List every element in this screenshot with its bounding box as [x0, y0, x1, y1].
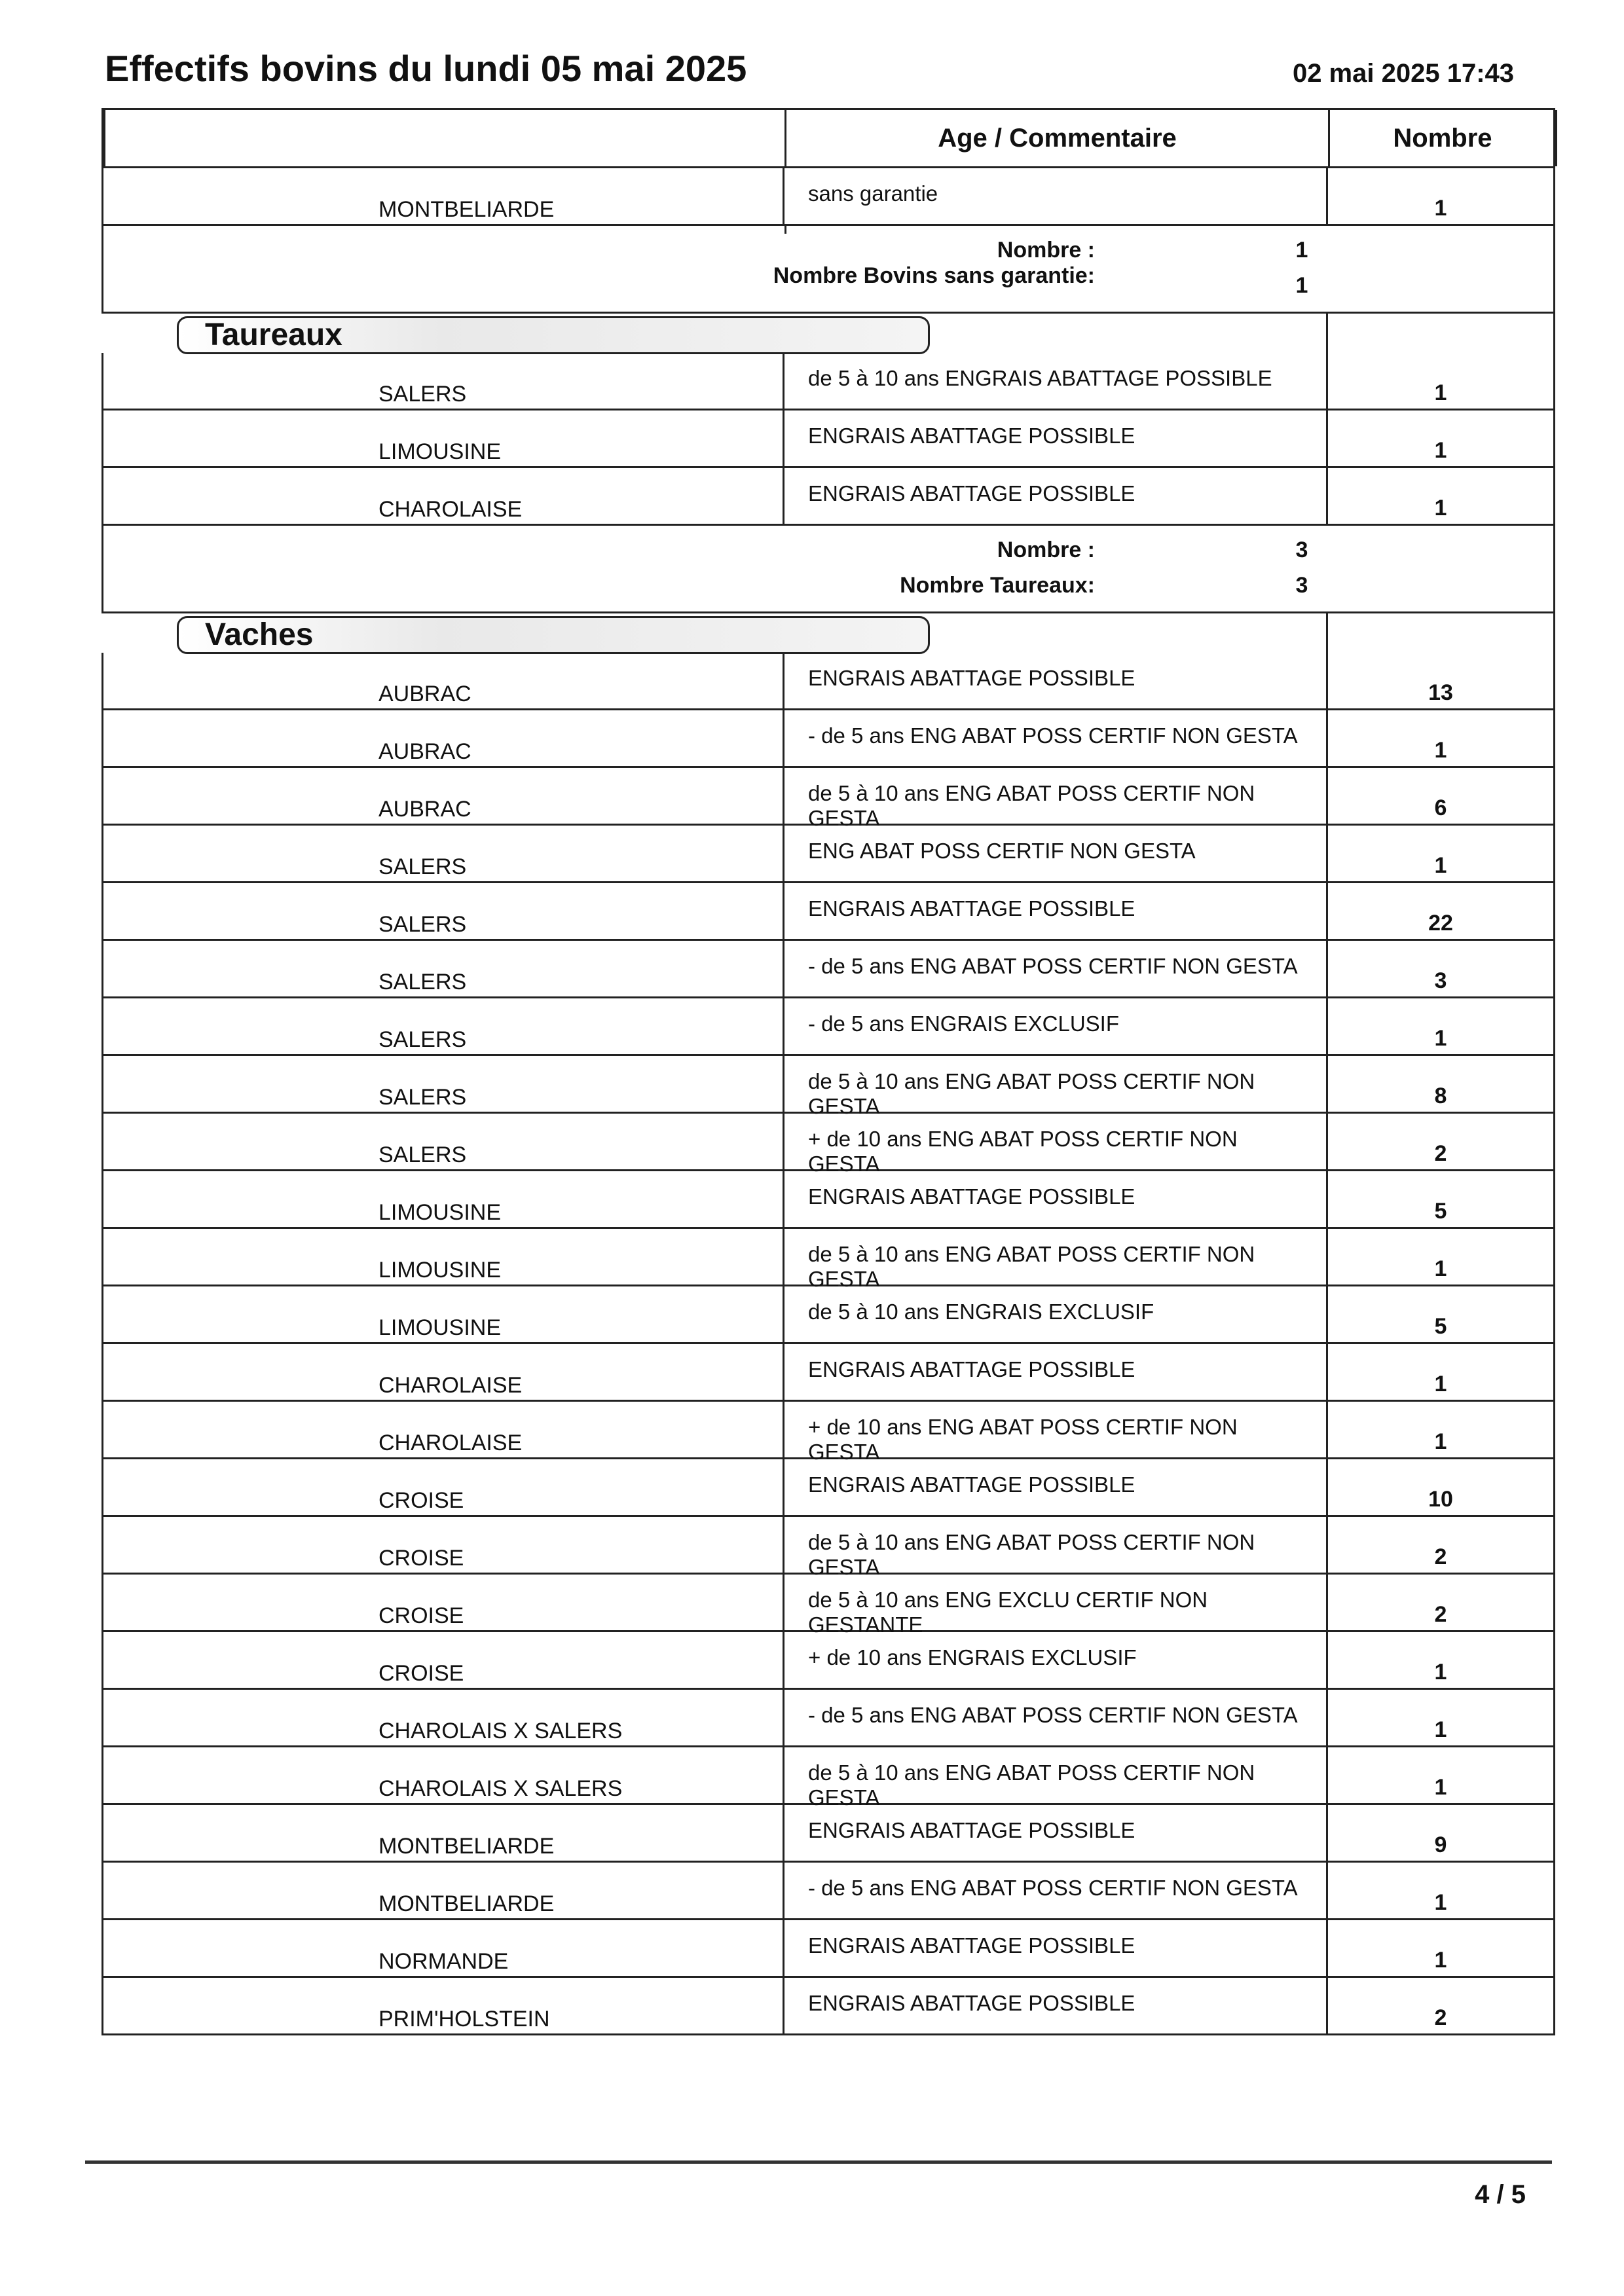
breed-cell [101, 1229, 783, 1285]
count-text: 1 [1434, 1717, 1447, 1742]
header-count: Nombre [1328, 110, 1557, 166]
breed-text: CROISE [378, 1603, 464, 1628]
breed-cell [101, 1575, 783, 1630]
comment-cell [783, 768, 1326, 830]
comment-cell [783, 1632, 1326, 1688]
page-number: 4 / 5 [1475, 2180, 1526, 2209]
table-row [101, 1978, 1555, 2035]
breed-text: CHAROLAIS X SALERS [378, 1776, 623, 1801]
table-row [101, 353, 1555, 410]
count-text: 1 [1434, 853, 1447, 878]
table-row [101, 1805, 1555, 1863]
comment-cell [783, 941, 1326, 996]
summary-taureaux [101, 526, 1555, 613]
comment-cell [783, 883, 1326, 939]
count-text: 6 [1434, 795, 1447, 820]
table-row [101, 1632, 1555, 1690]
count-cell [1326, 826, 1555, 881]
breed-text: SALERS [378, 1027, 467, 1052]
breed-text: SALERS [378, 912, 467, 937]
breed-cell [101, 941, 783, 996]
group-vaches [101, 653, 1555, 2035]
breed-text: SALERS [378, 382, 467, 407]
table-row [101, 653, 1555, 710]
comment-text: ENGRAIS ABATTAGE POSSIBLE [808, 1933, 1135, 1958]
table-row [101, 1056, 1555, 1118]
breed-text: CROISE [378, 1546, 464, 1571]
comment-cell [783, 1171, 1326, 1227]
comment-text: - de 5 ans ENG ABAT POSS CERTIF NON GESTA [808, 1703, 1298, 1727]
count-cell [1326, 768, 1555, 824]
breed-cell [101, 168, 783, 224]
count-text: 3 [1434, 968, 1447, 993]
table-row [101, 410, 1555, 468]
comment-cell [783, 710, 1326, 766]
breed-cell [101, 1114, 783, 1169]
breed-cell [101, 1459, 783, 1515]
table-row [101, 768, 1555, 830]
breed-text: CHAROLAISE [378, 497, 523, 522]
count-text: 1 [1434, 738, 1447, 763]
breed-cell [101, 883, 783, 939]
comment-cell [783, 168, 1326, 224]
comment-text: de 5 à 10 ans ENG ABAT POSS CERTIF NON GESTA [808, 1069, 1255, 1118]
comment-cell [783, 410, 1326, 466]
table-row [101, 883, 1555, 941]
breed-text: NORMANDE [378, 1949, 509, 1974]
breed-cell [101, 353, 783, 409]
count-text: 1 [1434, 1026, 1447, 1051]
footer-divider [85, 2160, 1552, 2164]
count-cell [1326, 1459, 1555, 1515]
comment-text: ENGRAIS ABATTAGE POSSIBLE [808, 1818, 1135, 1842]
count-text: 1 [1434, 1372, 1447, 1396]
breed-text: AUBRAC [378, 682, 471, 706]
count-text: 2 [1434, 1141, 1447, 1166]
comment-cell [783, 1229, 1326, 1291]
count-cell [1326, 1632, 1555, 1688]
summary-unclassified [101, 226, 1555, 314]
count-cell [1326, 1402, 1555, 1457]
summary-label: Nombre Taureaux: [900, 573, 1095, 598]
breed-cell [101, 1632, 783, 1688]
comment-cell [783, 1344, 1326, 1400]
breed-cell [101, 1056, 783, 1112]
comment-text: ENGRAIS ABATTAGE POSSIBLE [808, 1472, 1135, 1497]
count-text: 2 [1434, 1602, 1447, 1627]
breed-text: SALERS [378, 1085, 467, 1110]
breed-text: AUBRAC [378, 739, 471, 764]
breed-text: MONTBELIARDE [378, 1834, 555, 1859]
count-text: 22 [1428, 911, 1453, 936]
comment-text: de 5 à 10 ans ENG ABAT POSS CERTIF NON GESTA [808, 1760, 1255, 1810]
summary-label: Nombre : [997, 538, 1095, 562]
breed-cell [101, 1344, 783, 1400]
count-cell [1326, 1517, 1555, 1573]
summary-label: Nombre : [997, 238, 1095, 263]
breed-text: SALERS [378, 970, 467, 994]
breed-cell [101, 1805, 783, 1861]
table-row [101, 1747, 1555, 1810]
comment-text: + de 10 ans ENG ABAT POSS CERTIF NON GESTA [808, 1415, 1238, 1464]
count-cell [1326, 1747, 1555, 1803]
breed-cell [101, 1863, 783, 1918]
count-cell [1326, 1690, 1555, 1745]
count-text: 1 [1434, 1948, 1447, 1973]
comment-cell [783, 1747, 1326, 1810]
count-text: 1 [1434, 380, 1447, 405]
breed-cell [101, 1690, 783, 1745]
table-row [101, 998, 1555, 1056]
count-text: 13 [1428, 680, 1453, 705]
table-row [101, 826, 1555, 883]
comment-text: de 5 à 10 ans ENG ABAT POSS CERTIF NON GESTA [808, 1530, 1255, 1579]
comment-cell [783, 1978, 1326, 2033]
comment-cell [783, 998, 1326, 1054]
count-cell [1326, 941, 1555, 996]
table-row [101, 1286, 1555, 1344]
breed-cell [101, 1402, 783, 1457]
breed-text: LIMOUSINE [378, 439, 502, 464]
breed-cell [101, 468, 783, 524]
comment-cell [783, 1114, 1326, 1176]
comment-text: de 5 à 10 ans ENG EXCLU CERTIF NON GESTANTE [808, 1588, 1208, 1637]
count-text: 1 [1434, 1890, 1447, 1915]
breed-cell [101, 1747, 783, 1803]
count-cell [1326, 1286, 1555, 1342]
comment-text: de 5 à 10 ans ENG ABAT POSS CERTIF NON GESTA [808, 1242, 1255, 1291]
count-text: 1 [1434, 1256, 1447, 1281]
breed-text: AUBRAC [378, 797, 471, 822]
section-title-vaches: Vaches [177, 616, 930, 654]
breed-text: CROISE [378, 1661, 464, 1686]
table-row [101, 1920, 1555, 1978]
breed-text: LIMOUSINE [378, 1200, 502, 1225]
comment-text: de 5 à 10 ans ENGRAIS EXCLUSIF [808, 1300, 1154, 1324]
header-age: Age / Commentaire [784, 110, 1328, 166]
table-row [101, 1690, 1555, 1747]
count-cell [1326, 1114, 1555, 1169]
page-title: Effectifs bovins du lundi 05 mai 2025 [105, 48, 747, 89]
breed-text: CHAROLAISE [378, 1430, 523, 1455]
comment-cell [783, 826, 1326, 881]
comment-text: - de 5 ans ENG ABAT POSS CERTIF NON GESTA [808, 723, 1298, 748]
table-row [101, 1863, 1555, 1920]
comment-cell [783, 353, 1326, 409]
breed-cell [101, 410, 783, 466]
table-row [101, 468, 1555, 526]
breed-text: CHAROLAISE [378, 1373, 523, 1398]
group-taureaux [101, 353, 1555, 526]
breed-text: LIMOUSINE [378, 1315, 502, 1340]
comment-text: - de 5 ans ENG ABAT POSS CERTIF NON GESTA [808, 1876, 1298, 1900]
count-text: 1 [1434, 438, 1447, 463]
breed-cell [101, 1171, 783, 1227]
count-cell [1326, 410, 1555, 466]
comment-cell [783, 1459, 1326, 1515]
count-cell [1326, 1863, 1555, 1918]
count-text: 1 [1434, 1660, 1447, 1685]
comment-cell [783, 1517, 1326, 1579]
count-cell [1326, 1575, 1555, 1630]
breed-cell [101, 710, 783, 766]
count-text: 1 [1434, 496, 1447, 520]
count-cell [1326, 653, 1555, 708]
count-text: 8 [1434, 1084, 1447, 1108]
count-cell [1326, 1171, 1555, 1227]
comment-text: - de 5 ans ENGRAIS EXCLUSIF [808, 1011, 1120, 1036]
header-breed-cell [103, 110, 784, 166]
count-text: 9 [1434, 1832, 1447, 1857]
comment-cell [783, 1920, 1326, 1976]
breed-text: CROISE [378, 1488, 464, 1513]
section-vaches [101, 613, 1555, 653]
summary-label: Nombre Bovins sans garantie: [773, 263, 1095, 288]
breed-cell [101, 768, 783, 824]
count-cell [1326, 353, 1555, 409]
count-cell [1326, 1229, 1555, 1285]
count-text: 1 [1434, 1429, 1447, 1454]
comment-text: ENG ABAT POSS CERTIF NON GESTA [808, 839, 1196, 863]
count-cell [1326, 1344, 1555, 1400]
table-row [101, 710, 1555, 768]
breed-cell [101, 1920, 783, 1976]
comment-text: ENGRAIS ABATTAGE POSSIBLE [808, 1184, 1135, 1209]
count-cell [1326, 1978, 1555, 2033]
table-row [101, 941, 1555, 998]
count-cell [1326, 710, 1555, 766]
comment-cell [783, 1286, 1326, 1342]
table-row [101, 1575, 1555, 1637]
comment-text: - de 5 ans ENG ABAT POSS CERTIF NON GESTA [808, 954, 1298, 978]
comment-cell [783, 1575, 1326, 1637]
breed-text: CHAROLAIS X SALERS [378, 1719, 623, 1743]
breed-text: PRIM'HOLSTEIN [378, 2007, 550, 2032]
comment-text: ENGRAIS ABATTAGE POSSIBLE [808, 666, 1135, 690]
count-text: 1 [1434, 1775, 1447, 1800]
summary-value: 3 [1295, 573, 1308, 598]
comment-cell [783, 1402, 1326, 1464]
section-taureaux [101, 314, 1555, 353]
table-row [101, 1402, 1555, 1464]
count-cell [1326, 168, 1555, 224]
breed-cell [101, 1286, 783, 1342]
summary-value: 1 [1295, 238, 1308, 263]
comment-text: + de 10 ans ENG ABAT POSS CERTIF NON GESTA [808, 1127, 1238, 1176]
count-cell [1326, 1920, 1555, 1976]
livestock-table [101, 108, 1555, 2035]
breed-text: LIMOUSINE [378, 1258, 502, 1283]
print-date: 02 mai 2025 17:43 [1292, 59, 1514, 88]
table-row [101, 1171, 1555, 1229]
count-cell [1326, 1056, 1555, 1112]
comment-text: ENGRAIS ABATTAGE POSSIBLE [808, 896, 1135, 920]
comment-text: de 5 à 10 ans ENG ABAT POSS CERTIF NON GESTA [808, 781, 1255, 830]
comment-cell [783, 1690, 1326, 1745]
count-cell [1326, 998, 1555, 1054]
count-text: 1 [1434, 196, 1447, 221]
breed-text: SALERS [378, 854, 467, 879]
section-title-taureaux: Taureaux [177, 316, 930, 354]
table-row [101, 168, 1555, 226]
count-text: 5 [1434, 1314, 1447, 1339]
comment-cell [783, 653, 1326, 708]
breed-cell [101, 1517, 783, 1573]
group-unclassified [101, 168, 1555, 226]
breed-text: SALERS [378, 1142, 467, 1167]
breed-text: MONTBELIARDE [378, 1891, 555, 1916]
count-cell [1326, 883, 1555, 939]
count-text: 5 [1434, 1199, 1447, 1224]
breed-cell [101, 653, 783, 708]
comment-text: ENGRAIS ABATTAGE POSSIBLE [808, 1357, 1135, 1381]
comment-text: ENGRAIS ABATTAGE POSSIBLE [808, 1991, 1135, 2015]
count-cell [1326, 468, 1555, 524]
table-header [101, 108, 1555, 168]
count-text: 2 [1434, 2005, 1447, 2030]
summary-value: 1 [1295, 273, 1308, 298]
comment-text: ENGRAIS ABATTAGE POSSIBLE [808, 481, 1135, 505]
comment-text: + de 10 ans ENGRAIS EXCLUSIF [808, 1645, 1137, 1669]
table-row [101, 1459, 1555, 1517]
table-row [101, 1517, 1555, 1579]
comment-cell [783, 1863, 1326, 1918]
breed-text: MONTBELIARDE [378, 197, 555, 222]
breed-cell [101, 1978, 783, 2033]
count-text: 10 [1428, 1487, 1453, 1512]
count-text: 2 [1434, 1544, 1447, 1569]
comment-text: ENGRAIS ABATTAGE POSSIBLE [808, 424, 1135, 448]
comment-cell [783, 1056, 1326, 1118]
comment-text: de 5 à 10 ans ENGRAIS ABATTAGE POSSIBLE [808, 366, 1272, 390]
count-cell [1326, 1805, 1555, 1861]
comment-cell [783, 1805, 1326, 1861]
table-row [101, 1114, 1555, 1176]
breed-cell [101, 826, 783, 881]
comment-cell [783, 468, 1326, 524]
breed-cell [101, 998, 783, 1054]
comment-text: sans garantie [808, 181, 938, 206]
table-row [101, 1344, 1555, 1402]
table-row [101, 1229, 1555, 1291]
summary-value: 3 [1295, 538, 1308, 562]
